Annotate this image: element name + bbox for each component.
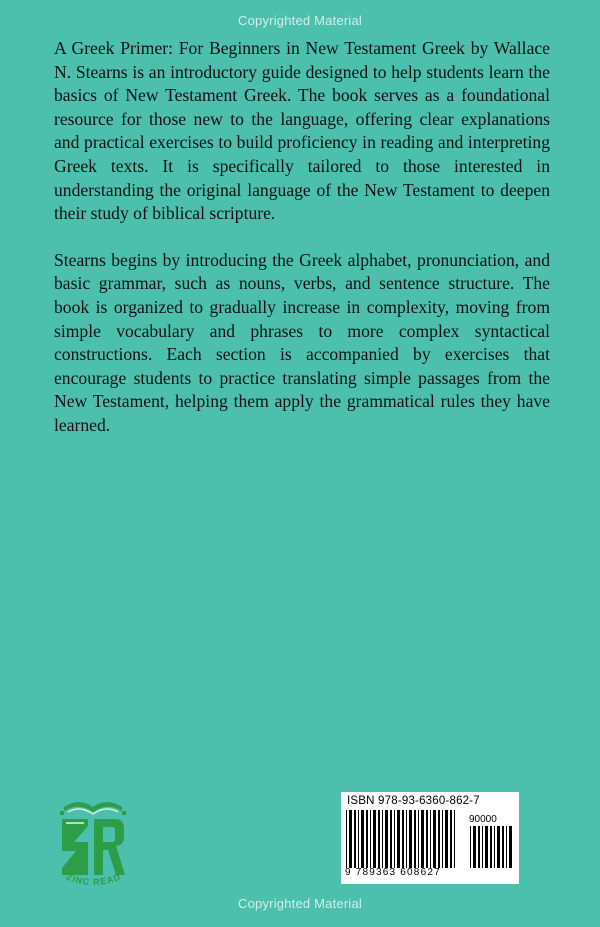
isbn-barcode	[341, 792, 519, 884]
watermark-top: Copyrighted Material	[238, 13, 362, 28]
ean-barcode-icon	[345, 810, 459, 868]
blurb-paragraph-2: Stearns begins by introducing the Greek alphabet, pronunciation, and basic grammar, such as nouns, verbs, and sentence structure. The book is organized to gradually increase in complexity, moving from simple vocabulary and phrases to more complex syntactical constructions. Each section is accompanied by exercises that encourage students to practice translating simple passages from the New Testament, helping them apply the grammatical rules they have learned.	[54, 249, 550, 435]
price-code: 90000	[469, 814, 497, 825]
price-barcode-icon	[469, 826, 513, 868]
ean-number: 9 789363 608627	[345, 867, 441, 878]
publisher-logo	[52, 793, 134, 893]
blurb-paragraph-1: A Greek Primer: For Beginners in New Testament Greek by Wallace N. Stearns is an introductory guide designed to help students learn the basics of New Testament Greek. The book serves as a foundational resource for those new to the language, offering clear explanations and practical exercises to build proficiency in reading and interpreting Greek texts. It is specifically tailored to those interested in understanding the original language of the New Testament to deepen their study of biblical scripture.	[54, 38, 550, 224]
svg-text:ZINC READ	[65, 871, 123, 887]
publisher-name: ZINC READ	[64, 871, 123, 888]
isbn-number: ISBN 978-93-6360-862-7	[347, 795, 480, 807]
watermark-bottom: Copyrighted Material	[238, 896, 362, 911]
zinc-read-logo-icon	[52, 793, 134, 893]
back-cover-blurb	[54, 37, 550, 461]
